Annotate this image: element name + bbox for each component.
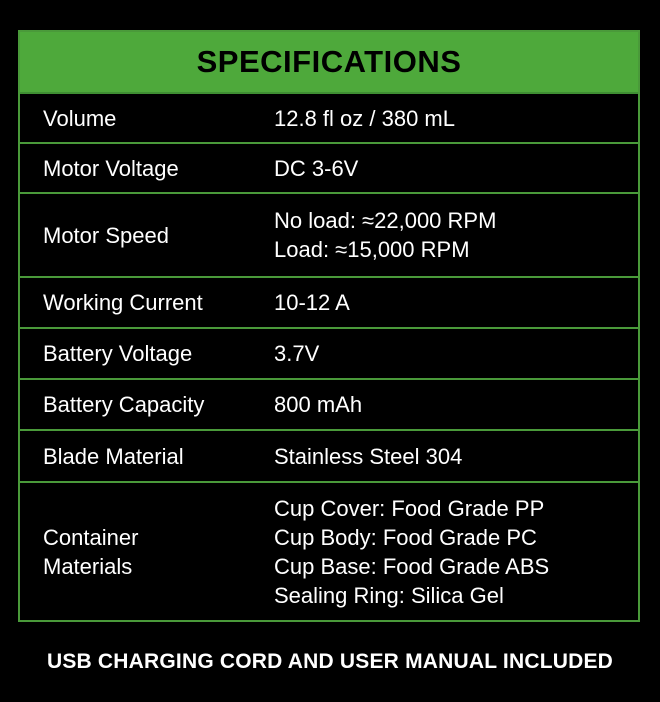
spec-value xyxy=(274,104,638,133)
spec-label xyxy=(20,221,274,250)
spec-label-line: Container xyxy=(43,524,139,550)
table-row xyxy=(20,431,638,483)
spec-value-line: Cup Base: Food Grade ABS xyxy=(274,553,550,579)
table-row xyxy=(20,483,638,620)
table-row xyxy=(20,94,638,144)
spec-label-line: Battery Voltage xyxy=(43,341,193,366)
spec-label xyxy=(20,442,274,471)
spec-value-line: 10-12 A xyxy=(274,290,350,315)
spec-value xyxy=(274,206,638,264)
spec-value-line: DC 3-6V xyxy=(274,155,359,181)
spec-label xyxy=(20,390,274,419)
spec-value xyxy=(274,390,638,419)
spec-label-line: Motor Voltage xyxy=(43,155,179,181)
spec-label xyxy=(20,523,274,581)
table-row xyxy=(20,278,638,329)
spec-label-line: Battery Capacity xyxy=(43,392,205,417)
spec-value-line: 3.7V xyxy=(274,341,320,366)
spec-value-line: 12.8 fl oz / 380 mL xyxy=(274,105,455,131)
spec-label-line: Materials xyxy=(43,553,133,579)
spec-value xyxy=(274,442,638,471)
spec-value-line: Sealing Ring: Silica Gel xyxy=(274,582,504,608)
spec-label xyxy=(20,154,274,183)
spec-label xyxy=(20,288,274,317)
spec-label xyxy=(20,104,274,133)
spec-value-line: Load: ≈15,000 RPM xyxy=(274,237,470,262)
spec-value xyxy=(274,339,638,368)
spec-rows xyxy=(20,94,638,620)
footer-note: USB CHARGING CORD AND USER MANUAL INCLUDED xyxy=(46,650,614,673)
spec-value-line: 800 mAh xyxy=(274,392,363,417)
specifications-table xyxy=(18,30,640,622)
spec-label-line: Blade Material xyxy=(43,443,184,469)
table-row xyxy=(20,329,638,380)
table-title: SPECIFICATIONS xyxy=(20,32,638,94)
spec-label-line: Motor Speed xyxy=(43,222,169,248)
spec-value xyxy=(274,288,638,317)
spec-value-line: Cup Body: Food Grade PC xyxy=(274,524,537,550)
spec-value xyxy=(274,154,638,183)
spec-value-line: No load: ≈22,000 RPM xyxy=(274,208,497,233)
spec-label xyxy=(20,339,274,368)
spec-value-line: Stainless Steel 304 xyxy=(274,443,463,469)
table-row xyxy=(20,380,638,431)
spec-label-line: Working Current xyxy=(43,290,203,315)
table-row xyxy=(20,194,638,278)
table-row xyxy=(20,144,638,194)
spec-value xyxy=(274,494,638,610)
spec-label-line: Volume xyxy=(43,105,117,131)
spec-value-line: Cup Cover: Food Grade PP xyxy=(274,495,545,521)
